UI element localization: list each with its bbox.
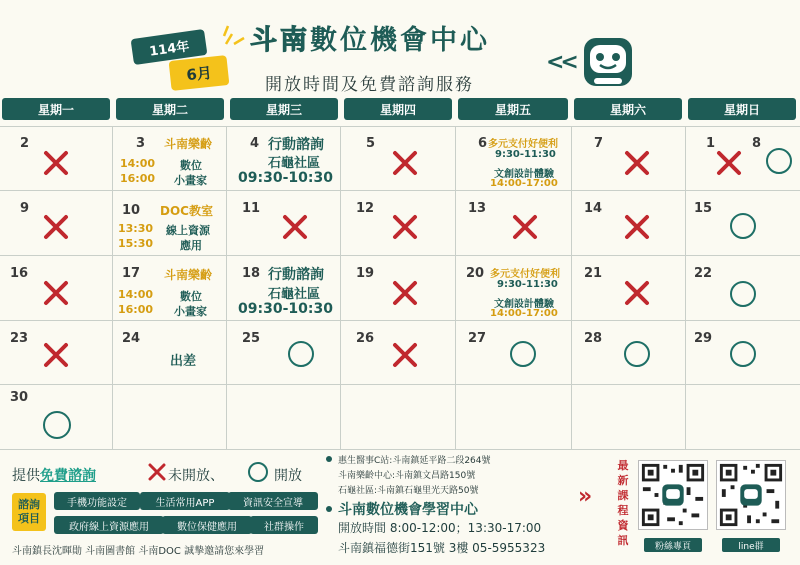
- day-number: 29: [694, 331, 713, 346]
- month-tag: 6月: [169, 55, 230, 91]
- fanpage-label: 粉絲專頁: [644, 538, 702, 552]
- day-number: 5: [366, 136, 376, 151]
- closed-x-icon: [392, 150, 418, 176]
- open-circle-icon: [624, 341, 650, 367]
- event-title: DOC教室: [160, 204, 213, 218]
- event-time: 9:30-11:30: [497, 279, 558, 290]
- day-number: 7: [594, 136, 604, 151]
- sparkle-icon: [222, 22, 248, 48]
- closed-x-icon: [43, 214, 69, 240]
- day-number: 22: [694, 266, 713, 281]
- calendar-cell: [572, 385, 686, 450]
- closed-x-icon: [43, 280, 69, 306]
- day-number: 15: [694, 201, 713, 216]
- latest-char: 課: [617, 489, 629, 502]
- event-time: 16:00: [118, 303, 154, 316]
- event-place: 石龜社區: [268, 156, 321, 171]
- consult-items-label: [12, 493, 46, 531]
- weekday-header-wed: 星期三: [230, 98, 338, 120]
- event-title: 行動諮詢: [268, 137, 324, 153]
- latest-char: 最: [617, 459, 629, 472]
- event-subject: 小畫家: [174, 305, 207, 318]
- event-time: 14:00-17:00: [490, 308, 558, 319]
- weekday-header-sat: 星期六: [574, 98, 682, 120]
- consult-label-line: 諮詢: [18, 498, 40, 511]
- day-number: 10: [122, 203, 141, 218]
- day-number: 24: [122, 331, 141, 346]
- open-circle-icon: [730, 281, 756, 307]
- day-number: 17: [122, 266, 141, 281]
- service-pill: 手機功能設定: [54, 492, 140, 510]
- service-pill: 政府線上資源應用: [54, 516, 164, 534]
- closed-x-icon: [282, 214, 308, 240]
- event-time: 14:00: [118, 288, 154, 301]
- legend-open-label: 開放: [274, 468, 302, 484]
- day-number: 9: [20, 201, 30, 216]
- bullet-icon: [326, 506, 332, 512]
- page-subtitle: 開放時間及免費諮詢服務: [265, 75, 474, 95]
- weekday-header-fri: 星期五: [458, 98, 568, 120]
- line-group-qr-code[interactable]: [716, 460, 786, 530]
- mascot-logo: [578, 32, 638, 92]
- event-time: 9:30-11:30: [495, 149, 556, 160]
- closed-x-icon: [624, 280, 650, 306]
- open-circle-icon: [510, 341, 536, 367]
- day-number: 19: [356, 266, 375, 281]
- weekday-header-tue: 星期二: [116, 98, 224, 120]
- legend-closed-label: 未開放、: [168, 468, 224, 484]
- event-time: 09:30-10:30: [238, 170, 333, 186]
- event-title: 文創設計體驗: [494, 169, 554, 180]
- calendar-cell: [456, 385, 572, 450]
- open-circle-icon: [288, 341, 314, 367]
- event-title: 斗南樂齡: [164, 137, 213, 151]
- day-number: 2: [20, 136, 30, 151]
- facebook-qr-code[interactable]: [638, 460, 708, 530]
- double-chevron-right-icon: »: [578, 484, 588, 509]
- closed-x-icon: [43, 342, 69, 368]
- closed-x-icon: [148, 463, 166, 481]
- day-number: 27: [468, 331, 487, 346]
- event-subject: 線上資源: [166, 224, 210, 237]
- latest-char: 新: [617, 474, 629, 487]
- day-number: 14: [584, 201, 603, 216]
- weekday-header-sun: 星期日: [688, 98, 796, 120]
- day-number: 23: [10, 331, 29, 346]
- line-group-label: line群: [722, 538, 780, 552]
- year-tag: 114年: [131, 29, 208, 65]
- day-number: 1: [706, 136, 716, 151]
- page-title: [250, 18, 490, 57]
- calendar-cell: [113, 385, 227, 450]
- day-number: 18: [242, 266, 261, 281]
- event-time: 16:00: [120, 172, 156, 185]
- event-title: 出差: [170, 354, 197, 369]
- closed-x-icon: [624, 214, 650, 240]
- latest-course-info: [616, 458, 630, 548]
- event-subject: 數位: [180, 290, 202, 303]
- event-title: 多元支付好便利: [488, 139, 558, 150]
- day-number: 13: [468, 201, 487, 216]
- day-number: 25: [242, 331, 261, 346]
- day-number: 8: [752, 136, 762, 151]
- day-number: 26: [356, 331, 375, 346]
- open-circle-icon: [248, 462, 268, 482]
- opening-hours: 開放時間 8:00-12:00；13:30-17:00: [338, 521, 542, 535]
- day-number: 11: [242, 201, 261, 216]
- address-line: 惠生醫事C站:斗南鎮延平路二段264號: [338, 456, 491, 466]
- latest-char: 資: [617, 519, 629, 532]
- address-line: 斗南樂齡中心:斗南鎮文昌路150號: [338, 471, 476, 481]
- legend-free-consult: 免費諮詢: [40, 468, 96, 484]
- closed-x-icon: [392, 214, 418, 240]
- event-time: 15:30: [118, 237, 154, 250]
- center-address: 斗南鎮福德街151號 3樓 05-5955323: [338, 541, 546, 555]
- event-place: 石龜社區: [268, 287, 321, 302]
- day-number: 28: [584, 331, 603, 346]
- day-number: 4: [250, 136, 260, 151]
- event-title: 斗南樂齡: [164, 268, 213, 282]
- weekday-header-mon: 星期一: [2, 98, 110, 120]
- event-subject: 應用: [180, 239, 202, 252]
- day-number: 6: [478, 136, 488, 151]
- open-circle-icon: [766, 148, 792, 174]
- calendar-cell: [341, 385, 456, 450]
- closed-x-icon: [43, 150, 69, 176]
- day-number: 3: [136, 136, 146, 151]
- double-chevron-left-icon: <<: [546, 50, 575, 75]
- event-time: 14:00-17:00: [490, 178, 558, 189]
- closed-x-icon: [392, 342, 418, 368]
- title-highlight: 斗南: [250, 25, 310, 56]
- bullet-icon: [326, 456, 332, 462]
- latest-char: 程: [617, 504, 629, 517]
- event-subject: 小畫家: [174, 174, 207, 187]
- day-number: 20: [466, 266, 485, 281]
- day-number: 30: [10, 390, 29, 405]
- legend-provide: 提供: [12, 468, 40, 484]
- calendar-cell: [227, 385, 341, 450]
- event-title: 多元支付好便利: [490, 269, 560, 280]
- day-number: 16: [10, 266, 29, 281]
- latest-char: 訊: [617, 534, 629, 547]
- event-time: 09:30-10:30: [238, 301, 333, 317]
- event-title: 行動諮詢: [268, 267, 324, 283]
- service-pill: 生活常用APP: [140, 492, 230, 510]
- event-subject: 數位: [180, 159, 202, 172]
- event-time: 13:30: [118, 222, 154, 235]
- service-pill: 社群操作: [250, 516, 318, 534]
- footer-thanks: 斗南鎮長沈暉勛 斗南圖書館 斗南DOC 誠摯邀請您來學習: [12, 546, 265, 557]
- event-title: 文創設計體驗: [494, 299, 554, 310]
- weekday-header-thu: 星期四: [344, 98, 452, 120]
- event-time: 14:00: [120, 157, 156, 170]
- open-circle-icon: [730, 341, 756, 367]
- closed-x-icon: [512, 214, 538, 240]
- service-pill: 資訊安全宣導: [228, 492, 318, 510]
- open-circle-icon: [43, 411, 71, 439]
- center-name: 斗南數位機會學習中心: [338, 502, 478, 518]
- open-circle-icon: [730, 213, 756, 239]
- title-rest: 數位機會中心: [310, 25, 490, 56]
- day-number: 12: [356, 201, 375, 216]
- closed-x-icon: [624, 150, 650, 176]
- calendar-cell: [686, 385, 800, 450]
- service-pill: 數位保健應用: [162, 516, 252, 534]
- closed-x-icon: [716, 150, 742, 176]
- legend: [12, 465, 96, 485]
- closed-x-icon: [392, 280, 418, 306]
- address-line: 石龜社區:斗南鎮石龜里光天路50號: [338, 486, 479, 496]
- consult-label-line: 項目: [18, 512, 40, 525]
- day-number: 21: [584, 266, 603, 281]
